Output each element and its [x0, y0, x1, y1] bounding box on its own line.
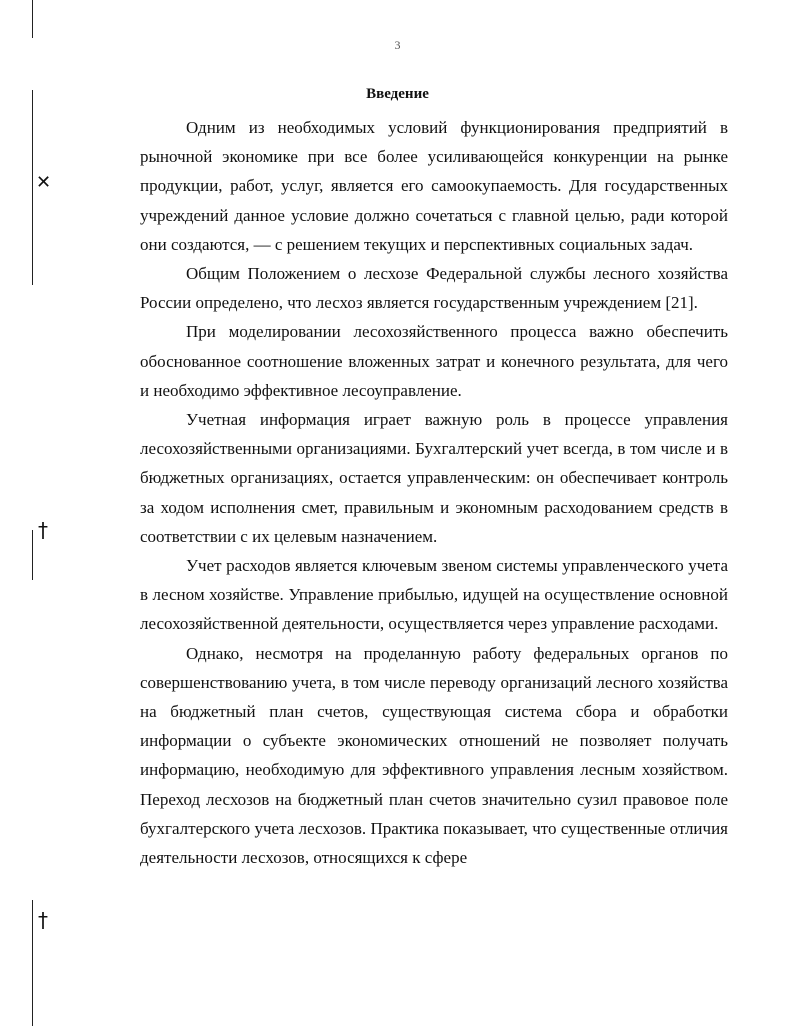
paragraph: Однако, несмотря на проделанную работу федеральных органов по совершенствованию учета, в том числе переводу организаций лесного хозяйства на бюджетный план счетов, существующая система сбора и обработки информации о субъекте экономических отношений не позволяет получать информацию, необходимую для эффективного управления лесным хозяйством. Переход лесхозов на бюджетный план счетов значительно сузил правовое поле бухгалтерского учета лесхозов. Практика показывает, что существенные отличия деятельности лесхозов, относящихся к сфере — [140, 643, 728, 868]
scan-edge-line — [32, 0, 33, 38]
scan-mark-icon: † — [38, 518, 48, 542]
section-heading: Введение — [366, 86, 429, 102]
document-body — [140, 113, 728, 872]
paragraph: При моделировании лесохозяйственного процесса важно обеспечить обоснованное соотношение вложенных затрат и конечного результата, для чего и необходимо эффективное лесоуправление. — [140, 322, 728, 400]
scan-edge-line — [32, 90, 33, 285]
page-number: 3 — [394, 38, 401, 52]
paragraph: Общим Положением о лесхозе Федеральной службы лесного хозяйства России определено, что лесхоз является государственным учреждением [21]. — [140, 264, 728, 313]
scan-mark-icon: ✕ — [36, 172, 52, 193]
paragraph: Учет расходов является ключевым звеном системы управленческого учета в лесном хозяйстве. Управление прибылью, идущей на осуществление основной лесохозяйственной деятельности, осуществляется через управление расходами. — [140, 556, 728, 634]
scan-edge-line — [32, 530, 33, 580]
scan-mark-icon: † — [38, 908, 48, 932]
scan-margin-artifacts — [0, 0, 60, 1026]
paragraph: Учетная информация играет важную роль в процессе управления лесохозяйственными организациями. Бухгалтерский учет всегда, в том числе и в бюджетных организациях, остается управленческим: он обеспечивает контроль за ходом исполнения смет, правильным и экономным расходованием средств в соответствии с их целевым назначением. — [140, 410, 728, 546]
scan-edge-line — [32, 900, 33, 1026]
paragraph: Одним из необходимых условий функционирования предприятий в рыночной экономике при все более усиливающейся конкуренции на рынке продукции, работ, услуг, является его самоокупаемость. Для государственных учреждений данное условие должно сочетаться с главной целью, ради которой они создаются, — с решением текущих и перспективных социальных задач. — [140, 118, 728, 254]
